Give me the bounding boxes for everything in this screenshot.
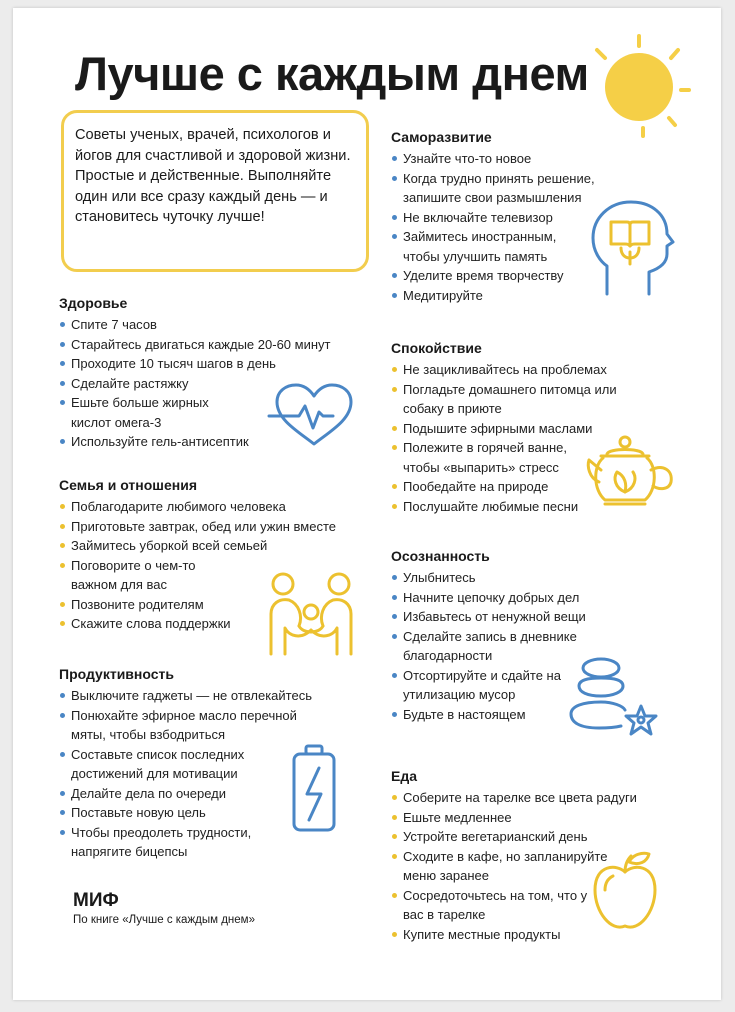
list-item: Пообедайте на природе (391, 477, 631, 497)
list-item: Чтобы преодолеть трудности, напрягите бицепсы (59, 823, 281, 862)
list-item: Составьте список последних достижений для мотивации (59, 745, 271, 784)
list-item: Скажите слова поддержки (59, 614, 379, 634)
list-item: Медитируйте (391, 286, 631, 306)
list-item: Поблагодарите любимого человека (59, 497, 379, 517)
section-title: Семья и отношения (59, 477, 197, 493)
section-title: Еда (391, 768, 418, 784)
list-item: Поставьте новую цель (59, 803, 379, 823)
list-item: Купите местные продукты (391, 925, 661, 945)
heart-pulse-icon (269, 382, 359, 452)
list-item: Начните цепочку добрых дел (391, 588, 631, 608)
list-item: Когда трудно принять решение, запишите свои размышления (391, 169, 633, 208)
book-credit: По книге «Лучше с каждым днем» (73, 914, 255, 926)
list-item: Делайте дела по очереди (59, 784, 379, 804)
page-title: Лучше с каждым днем (75, 47, 589, 100)
stones-flower-icon (565, 654, 665, 744)
list-item: Позвоните родителям (59, 595, 379, 615)
list-item: Соберите на тарелке все цвета радуги (391, 788, 661, 808)
list-item: Послушайте любимые песни (391, 497, 631, 517)
list-item: Спите 7 часов (59, 315, 379, 335)
section-title: Спокойствие (391, 340, 482, 356)
teapot-icon (585, 430, 681, 510)
section-title: Продуктивность (59, 666, 174, 682)
list-item: Уделите время творчеству (391, 266, 631, 286)
sun-icon (583, 30, 693, 140)
apple-icon (589, 850, 661, 936)
list-item: Ешьте медленнее (391, 808, 661, 828)
list-item: Подышите эфирными маслами (391, 419, 631, 439)
list-item: Не включайте телевизор (391, 208, 631, 228)
list-item: Устройте вегетарианский день (391, 827, 661, 847)
list-item: Сделайте растяжку (59, 374, 379, 394)
list-item: Займитесь уборкой всей семьей (59, 536, 379, 556)
list-item: Сосредоточьтесь на том, что у вас в тарелке (391, 886, 593, 925)
list-item: Избавьтесь от ненужной вещи (391, 607, 631, 627)
list-item: Поговорите о чем-то важном для вас (59, 556, 221, 595)
battery-icon (289, 744, 339, 832)
list-item: Старайтесь двигаться каждые 20-60 минут (59, 335, 379, 355)
list-item: Сходите в кафе, но запланируйте меню заранее (391, 847, 633, 886)
list-item: Будьте в настоящем (391, 705, 631, 725)
head-book-icon (587, 198, 673, 298)
list-item: Узнайте что-то новое (391, 149, 631, 169)
list-item: Используйте гель-антисептик (59, 432, 379, 452)
brand-logo: МИФ (73, 890, 119, 911)
list-item: Ешьте больше жирных кислот омега-3 (59, 393, 221, 432)
family-hug-icon (263, 570, 359, 656)
list-item: Отсортируйте и сдайте на утилизацию мусор (391, 666, 583, 705)
list-item: Полежите в горячей ванне, чтобы «выпарить» стресс (391, 438, 598, 477)
list-item: Погладьте домашнего питомца или собаку в приюте (391, 380, 618, 419)
section-title: Саморазвитие (391, 129, 492, 145)
list-item: Сделайте запись в дневнике благодарности (391, 627, 613, 666)
list-item: Понюхайте эфирное масло перечной мяты, чтобы взбодриться (59, 706, 333, 745)
intro-box: Советы ученых, врачей, психологов и йогов для счастливой и здоровой жизни. Простые и действенные. Выполняйте один или все сразу каждый день — и становитесь чуточку лучше! (61, 110, 369, 272)
list-item: Приготовьте завтрак, обед или ужин вместе (59, 517, 379, 537)
list-item: Выключите гаджеты — не отвлекайтесь (59, 686, 379, 706)
poster (13, 8, 721, 1000)
section-title: Осознанность (391, 548, 490, 564)
list-item: Не зацикливайтесь на проблемах (391, 360, 631, 380)
list-item: Улыбнитесь (391, 568, 631, 588)
list-item: Проходите 10 тысяч шагов в день (59, 354, 379, 374)
list-item: Займитесь иностранным, чтобы улучшить память (391, 227, 583, 266)
section-title: Здоровье (59, 295, 128, 311)
